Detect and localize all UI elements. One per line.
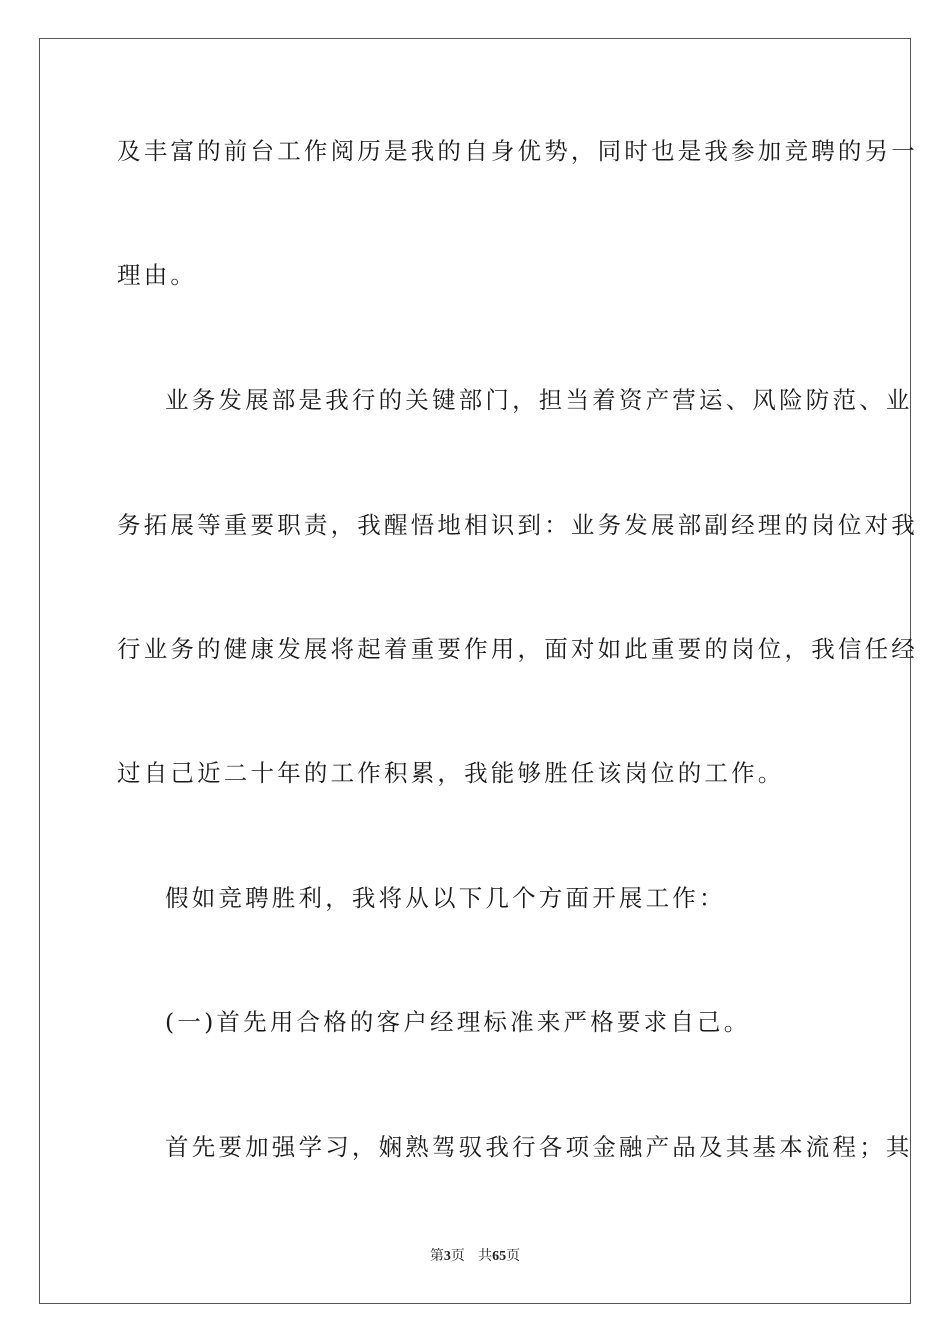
footer-page-number: 3 [443,1249,451,1264]
text-line: 务拓展等重要职责，我醒悟地相识到：业务发展部副经理的岗位对我 [117,511,918,539]
text-line: 行业务的健康发展将起着重要作用，面对如此重要的岗位，我信任经 [117,635,918,663]
paragraph-start-line: 假如竞聘胜利，我将从以下几个方面开展工作： [165,884,726,912]
text-line: 过自己近二十年的工作积累，我能够胜任该岗位的工作。 [117,759,785,787]
paragraph-start-line: 业务发展部是我行的关键部门，担当着资产营运、风险防范、业 [165,386,913,414]
footer-total-suffix: 页 [506,1248,521,1264]
text-line: 理由。 [117,261,198,289]
footer-total-prefix: 共 [478,1248,493,1264]
page-border [39,38,911,1304]
text-line: 及丰富的前台工作阅历是我的自身优势，同时也是我参加竞聘的另一 [117,137,918,165]
footer-total-pages: 65 [492,1249,507,1264]
paragraph-start-line: 首先要加强学习，娴熟驾驭我行各项金融产品及其基本流程；其 [165,1133,913,1161]
section-heading-line: (一)首先用合格的客户经理标准来严格要求自己。 [165,1008,751,1036]
page-footer [0,1246,950,1267]
footer-page-prefix: 第 [429,1248,444,1264]
footer-page-suffix: 页 [450,1248,465,1264]
